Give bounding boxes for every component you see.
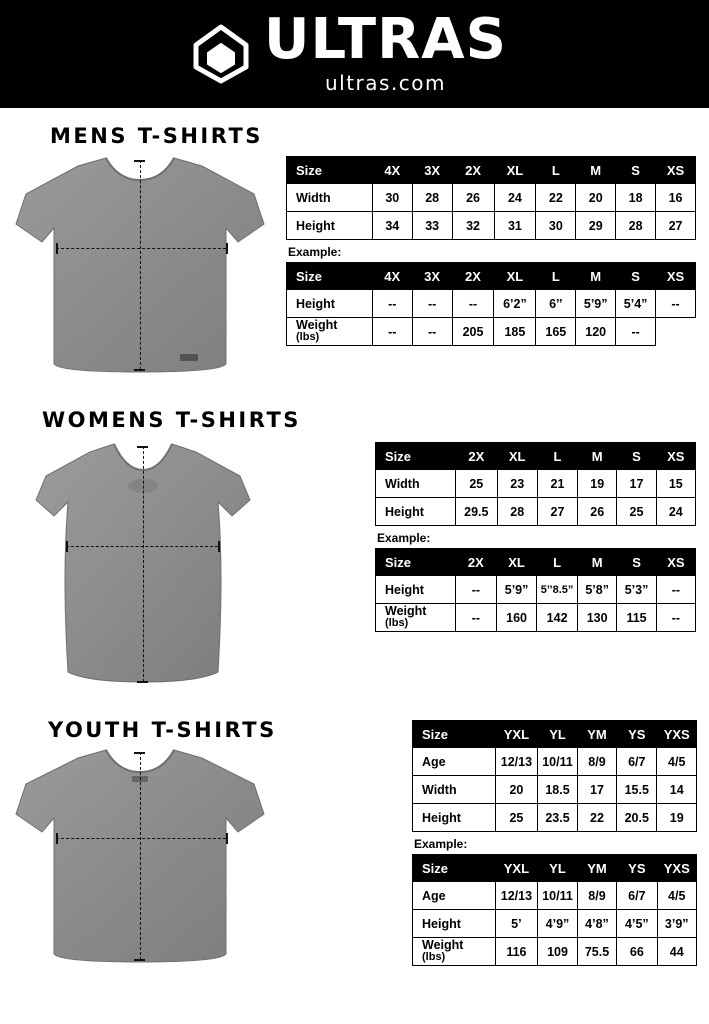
col-m: M [576,263,616,290]
mens-section-title: MENS T-SHIRTS [50,124,263,148]
cell: 12/13 [495,748,538,776]
col-size: Size [376,443,456,470]
cell: 12/13 [495,882,538,910]
cell: 5’3” [617,576,656,604]
col-2x: 2X [456,443,498,470]
table-row [287,184,696,212]
mens-section [0,108,709,396]
table-row [376,576,696,604]
womens-example-label: Example: [377,531,431,545]
cell: 25 [456,470,498,498]
col-l: L [537,443,577,470]
table-row [413,938,697,966]
cell: 16 [656,184,696,212]
cell: 23.5 [538,804,578,832]
col-size: Size [287,263,373,290]
cell: 4/5 [657,748,697,776]
cell: -- [656,576,695,604]
youth-section-title: YOUTH T-SHIRTS [48,718,277,742]
row-label-height: Height [287,212,373,240]
cell: -- [455,576,496,604]
mens-example-table [286,262,696,346]
col-3x: 3X [412,263,452,290]
col-ys: YS [617,855,657,882]
table-row [413,776,697,804]
table-row [376,498,696,526]
cell: 21 [537,470,577,498]
cell: -- [452,290,494,318]
table-header-row [287,157,696,184]
mens-tables [286,156,696,346]
table-row [287,318,696,346]
row-label-width: Width [376,470,456,498]
cell: -- [656,290,696,318]
cell: 30 [536,212,576,240]
col-yl: YL [538,855,578,882]
womens-section-title: WOMENS T-SHIRTS [42,408,301,432]
cell: 6/7 [617,882,657,910]
cell: 15 [656,470,695,498]
cell: 18 [616,184,656,212]
cell: 28 [497,498,537,526]
table-row [376,604,696,632]
cell: 6’’ [536,290,576,318]
cell: 31 [494,212,536,240]
cell: 15.5 [617,776,657,804]
col-size: Size [413,721,496,748]
cell: 6/7 [617,748,657,776]
table-row [287,212,696,240]
col-3x: 3X [412,157,452,184]
womens-example-table [375,548,696,632]
cell: 8/9 [577,882,616,910]
youth-tables [412,720,697,966]
cell: 27 [656,212,696,240]
col-ys: YS [617,721,657,748]
table-header-row [376,443,696,470]
col-l: L [537,549,578,576]
row-label-height: Height [413,804,496,832]
cell: 17 [577,776,616,804]
col-s: S [616,157,656,184]
weight-label-sub: (lbs) [296,331,320,344]
cell: 109 [538,938,578,966]
cell: 24 [656,498,695,526]
col-4x: 4X [372,263,412,290]
womens-tables [375,442,696,632]
weight-label-main: Weight [385,604,427,619]
row-label-age: Age [413,882,496,910]
cell: 5’9” [576,290,616,318]
col-2x: 2X [452,263,494,290]
row-label-height: Height [287,290,373,318]
cell: 66 [617,938,657,966]
col-s: S [617,549,656,576]
col-s: S [616,263,656,290]
cell: 142 [537,604,578,632]
cell: 33 [412,212,452,240]
cell: 19 [578,470,617,498]
cell: 20 [576,184,616,212]
table-header-row [413,721,697,748]
cell: 22 [577,804,616,832]
table-row [413,748,697,776]
cell: 24 [494,184,536,212]
col-4x: 4X [372,157,412,184]
col-m: M [578,443,617,470]
cell: 20.5 [617,804,657,832]
cell: -- [412,290,452,318]
womens-section [0,396,709,708]
cell: 116 [495,938,538,966]
weight-label-sub: (lbs) [385,617,409,630]
cell: 4’8” [577,910,616,938]
row-label-weight [376,604,456,632]
row-label-weight [287,318,373,346]
cell: 4/5 [657,882,697,910]
cell: 26 [452,184,494,212]
cell: 3’9” [657,910,697,938]
shield-pentagon-icon [190,23,252,85]
cell: 14 [657,776,697,804]
womens-tshirt-illustration [28,434,258,696]
cell: 23 [497,470,537,498]
cell: 28 [616,212,656,240]
cell: 4’5” [617,910,657,938]
table-header-row [413,855,697,882]
col-yl: YL [538,721,578,748]
cell: 28 [412,184,452,212]
weight-label-main: Weight [422,938,464,953]
youth-tshirt-illustration [14,742,266,982]
col-yxl: YXL [495,855,538,882]
row-label-height: Height [376,498,456,526]
cell: 5’8” [577,576,616,604]
table-row [287,290,696,318]
col-s: S [617,443,656,470]
cell: 75.5 [577,938,616,966]
table-header-row [376,549,696,576]
cell: 44 [657,938,697,966]
col-yxs: YXS [657,855,697,882]
col-xs: XS [656,443,695,470]
mens-tshirt-illustration [12,150,268,390]
cell: 10/11 [538,882,578,910]
cell: 5’ [495,910,538,938]
col-size: Size [287,157,373,184]
cell: 5’4” [616,290,656,318]
col-xl: XL [497,443,537,470]
cell: 30 [372,184,412,212]
cell: 34 [372,212,412,240]
cell: 22 [536,184,576,212]
table-header-row [287,263,696,290]
youth-example-label: Example: [414,837,468,851]
cell: 8/9 [577,748,616,776]
youth-size-table [412,720,697,832]
cell: 185 [494,318,536,346]
table-row [376,470,696,498]
cell: -- [372,318,412,346]
col-size: Size [413,855,496,882]
brand-lockup [190,7,507,95]
row-label-width: Width [413,776,496,804]
cell: 130 [577,604,616,632]
cell: -- [412,318,452,346]
col-m: M [576,157,616,184]
youth-section [0,708,709,1024]
row-label-height: Height [376,576,456,604]
col-xl: XL [496,549,536,576]
cell: 115 [617,604,656,632]
col-xs: XS [656,263,696,290]
mens-size-table [286,156,696,240]
col-m: M [577,549,616,576]
table-row [413,804,697,832]
col-yxl: YXL [495,721,538,748]
cell: 18.5 [538,776,578,804]
cell: -- [656,604,695,632]
cell: 5’’8.5” [537,576,578,604]
col-xs: XS [656,549,695,576]
cell: 19 [657,804,697,832]
cell: 25 [617,498,656,526]
cell: 25 [495,804,538,832]
row-label-weight [413,938,496,966]
womens-size-table [375,442,696,526]
cell: 160 [496,604,536,632]
col-ym: YM [577,855,616,882]
col-l: L [536,263,576,290]
cell: 10/11 [538,748,578,776]
cell: 29.5 [456,498,498,526]
youth-example-table [412,854,697,966]
col-xs: XS [656,157,696,184]
cell: 20 [495,776,538,804]
cell: -- [455,604,496,632]
row-label-age: Age [413,748,496,776]
cell: 26 [578,498,617,526]
col-l: L [536,157,576,184]
cell: 6’2” [494,290,536,318]
col-ym: YM [577,721,616,748]
cell: 32 [452,212,494,240]
cell: 29 [576,212,616,240]
col-xl: XL [494,263,536,290]
cell: -- [616,318,656,346]
cell: -- [372,290,412,318]
brand-url: ultras.com [324,70,447,95]
mens-example-label: Example: [288,245,342,259]
col-2x: 2X [455,549,496,576]
brand-text [264,7,507,95]
cell: 5’9” [496,576,536,604]
brand-name: ULTRAS [264,7,507,73]
col-2x: 2X [452,157,494,184]
page-header [0,0,709,108]
table-row [413,910,697,938]
weight-label-main: Weight [296,318,338,333]
weight-label-sub: (lbs) [422,951,446,964]
cell: 17 [617,470,656,498]
table-row [413,882,697,910]
cell: 120 [576,318,616,346]
cell: 165 [536,318,576,346]
cell: 27 [537,498,577,526]
col-yxs: YXS [657,721,697,748]
col-size: Size [376,549,456,576]
col-xl: XL [494,157,536,184]
cell: 205 [452,318,494,346]
row-label-height: Height [413,910,496,938]
row-label-width: Width [287,184,373,212]
cell: 4’9” [538,910,578,938]
